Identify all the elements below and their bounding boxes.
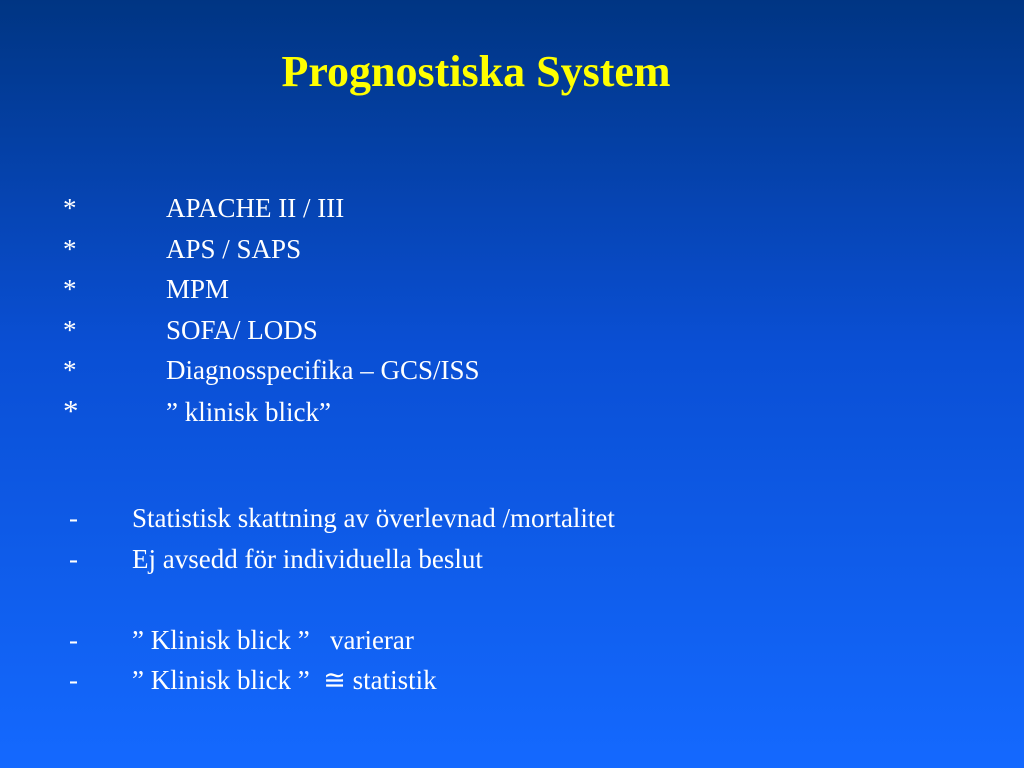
list-item bbox=[63, 188, 480, 229]
asterisk-bullet: * bbox=[63, 355, 77, 386]
asterisk-bullet: * bbox=[63, 274, 77, 305]
note-text: Ej avsedd för individuella beslut bbox=[132, 543, 483, 574]
list-item bbox=[63, 391, 480, 432]
list-item bbox=[63, 269, 480, 310]
note-text: ” Klinisk blick ” varierar bbox=[132, 624, 414, 655]
list-item-text: Diagnosspecifika – GCS/ISS bbox=[166, 355, 480, 386]
note-text: ” Klinisk blick ” ≅ statistik bbox=[132, 665, 437, 696]
asterisk-bullet: * bbox=[63, 392, 79, 428]
note-item bbox=[69, 498, 615, 539]
asterisk-bullet: * bbox=[63, 193, 77, 223]
list-item bbox=[63, 310, 480, 351]
dash-bullet: - bbox=[69, 503, 78, 533]
list-item-text: ” klinisk blick” bbox=[166, 396, 331, 427]
asterisk-bullet: * bbox=[63, 314, 77, 345]
list-item-text: APS / SAPS bbox=[166, 233, 302, 264]
dash-bullet: - bbox=[69, 624, 78, 655]
note-item bbox=[69, 620, 615, 661]
note-item bbox=[69, 539, 615, 580]
note-item bbox=[69, 660, 615, 701]
notes-list bbox=[69, 498, 615, 701]
note-text: Statistisk skattning av överlevnad /mortalitet bbox=[132, 503, 615, 533]
prognostic-systems-list bbox=[63, 188, 480, 432]
list-item-text: APACHE II / III bbox=[166, 193, 345, 223]
list-item bbox=[63, 350, 480, 391]
list-item-text: MPM bbox=[166, 274, 230, 305]
list-item bbox=[63, 229, 480, 270]
asterisk-bullet: * bbox=[63, 233, 77, 264]
dash-bullet: - bbox=[69, 543, 78, 574]
slide-title: Prognostiska System bbox=[281, 47, 671, 96]
dash-bullet: - bbox=[69, 665, 78, 696]
list-item-text: SOFA/ LODS bbox=[166, 314, 318, 345]
